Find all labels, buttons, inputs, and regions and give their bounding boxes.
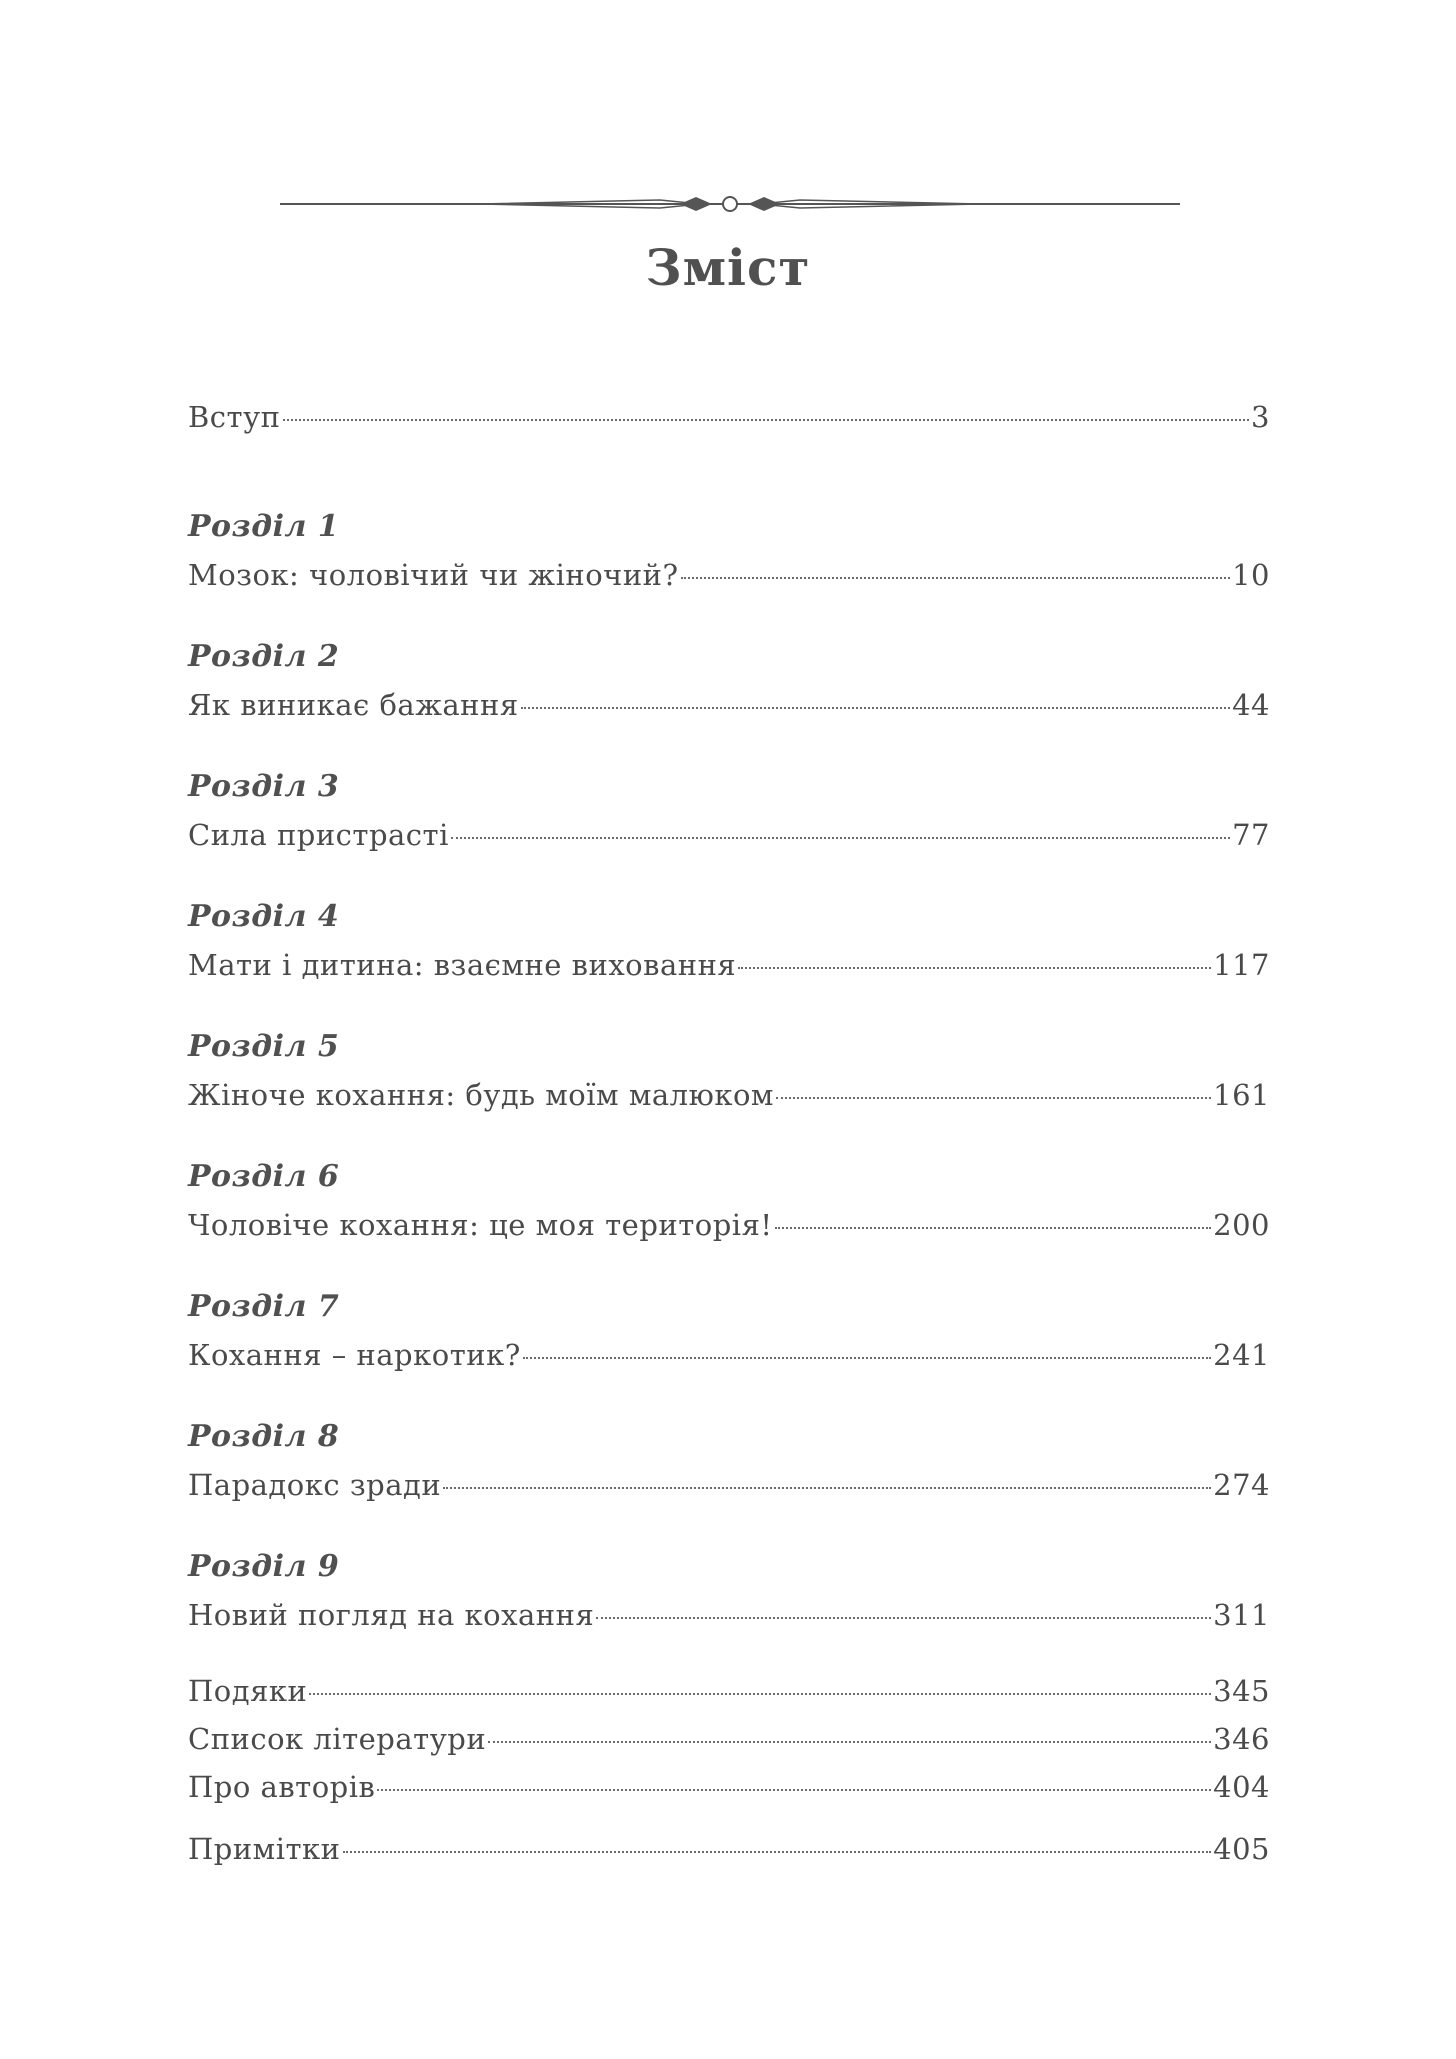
toc-entry-label: Як виникає бажання [188,688,519,722]
dot-leader [523,1357,1211,1359]
toc-entry-chapter-8[interactable] [188,1463,1270,1507]
toc-page-number: 44 [1232,688,1270,722]
decorative-divider-ornament [280,186,1180,222]
toc-entry-acknowledgements[interactable] [188,1669,1270,1713]
chapter-heading: Розділ 1 [188,509,340,544]
dot-leader [451,837,1230,839]
toc-entry-label: Парадокс зради [188,1468,442,1502]
chapter-heading: Розділ 2 [188,639,340,674]
toc-page-number: 10 [1232,558,1270,592]
toc-page-number: 346 [1213,1722,1270,1756]
toc-entry-label: Новий погляд на кохання [188,1598,595,1632]
chapter-heading: Розділ 7 [188,1289,340,1324]
toc-entry-label: Подяки [188,1674,308,1708]
toc-page-number: 345 [1213,1674,1270,1708]
toc-entry-label: Список літератури [188,1722,487,1756]
toc-page-number: 241 [1213,1338,1270,1372]
toc-entry-about-authors[interactable] [188,1765,1270,1809]
toc-entry-chapter-3[interactable] [188,813,1270,857]
toc-entry-label: Мозок: чоловічий чи жіночий? [188,558,679,592]
dot-leader [776,1097,1211,1099]
toc-entry-label: Чоловіче кохання: це моя територія! [188,1208,773,1242]
chapter-heading: Розділ 6 [188,1159,340,1194]
toc-entry-chapter-4[interactable] [188,943,1270,987]
toc-entry-chapter-5[interactable] [188,1073,1270,1117]
chapter-heading: Розділ 4 [188,899,340,934]
toc-page-number: 404 [1213,1770,1270,1804]
toc-entry-label: Примітки [188,1832,341,1866]
table-of-contents [188,395,1270,1871]
toc-entry-label: Кохання – наркотик? [188,1338,521,1372]
dot-leader [283,419,1250,421]
toc-entry-bibliography[interactable] [188,1717,1270,1761]
chapter-heading: Розділ 3 [188,769,340,804]
toc-page-number: 311 [1213,1598,1270,1632]
toc-page-number: 200 [1213,1208,1270,1242]
toc-entry-label: Жіноче кохання: будь моїм малюком [188,1078,774,1112]
toc-page-number: 117 [1213,948,1270,982]
toc-entry-intro[interactable] [188,395,1270,439]
chapter-block [188,1415,1270,1507]
toc-page-number: 3 [1251,400,1270,434]
dot-leader [343,1851,1212,1853]
chapter-block [188,635,1270,727]
chapter-heading: Розділ 8 [188,1419,340,1454]
chapter-block [188,1155,1270,1247]
toc-entry-notes[interactable] [188,1827,1270,1871]
dot-leader [596,1617,1211,1619]
dot-leader [681,577,1231,579]
toc-entry-chapter-7[interactable] [188,1333,1270,1377]
chapter-block [188,1025,1270,1117]
toc-page-number: 274 [1213,1468,1270,1502]
page-title: Зміст [645,238,811,297]
toc-page-number: 161 [1213,1078,1270,1112]
dot-leader [309,1693,1211,1695]
toc-page-number: 77 [1232,818,1270,852]
chapter-block [188,505,1270,597]
toc-entry-chapter-2[interactable] [188,683,1270,727]
toc-page-number: 405 [1213,1832,1270,1866]
chapter-block [188,765,1270,857]
chapter-heading: Розділ 9 [188,1549,340,1584]
dot-leader [488,1741,1211,1743]
dot-leader [738,967,1211,969]
chapter-block [188,895,1270,987]
chapter-block [188,1545,1270,1637]
toc-entry-label: Сила пристрасті [188,818,449,852]
toc-entry-label: Про авторів [188,1770,376,1804]
chapter-block [188,1285,1270,1377]
dot-leader [775,1227,1212,1229]
chapter-heading: Розділ 5 [188,1029,340,1064]
toc-entry-label: Мати і дитина: взаємне виховання [188,948,737,982]
dot-leader [521,707,1230,709]
toc-entry-chapter-1[interactable] [188,553,1270,597]
toc-entry-label: Вступ [188,400,281,434]
dot-leader [443,1487,1211,1489]
toc-entry-chapter-9[interactable] [188,1593,1270,1637]
dot-leader [377,1789,1211,1791]
toc-entry-chapter-6[interactable] [188,1203,1270,1247]
